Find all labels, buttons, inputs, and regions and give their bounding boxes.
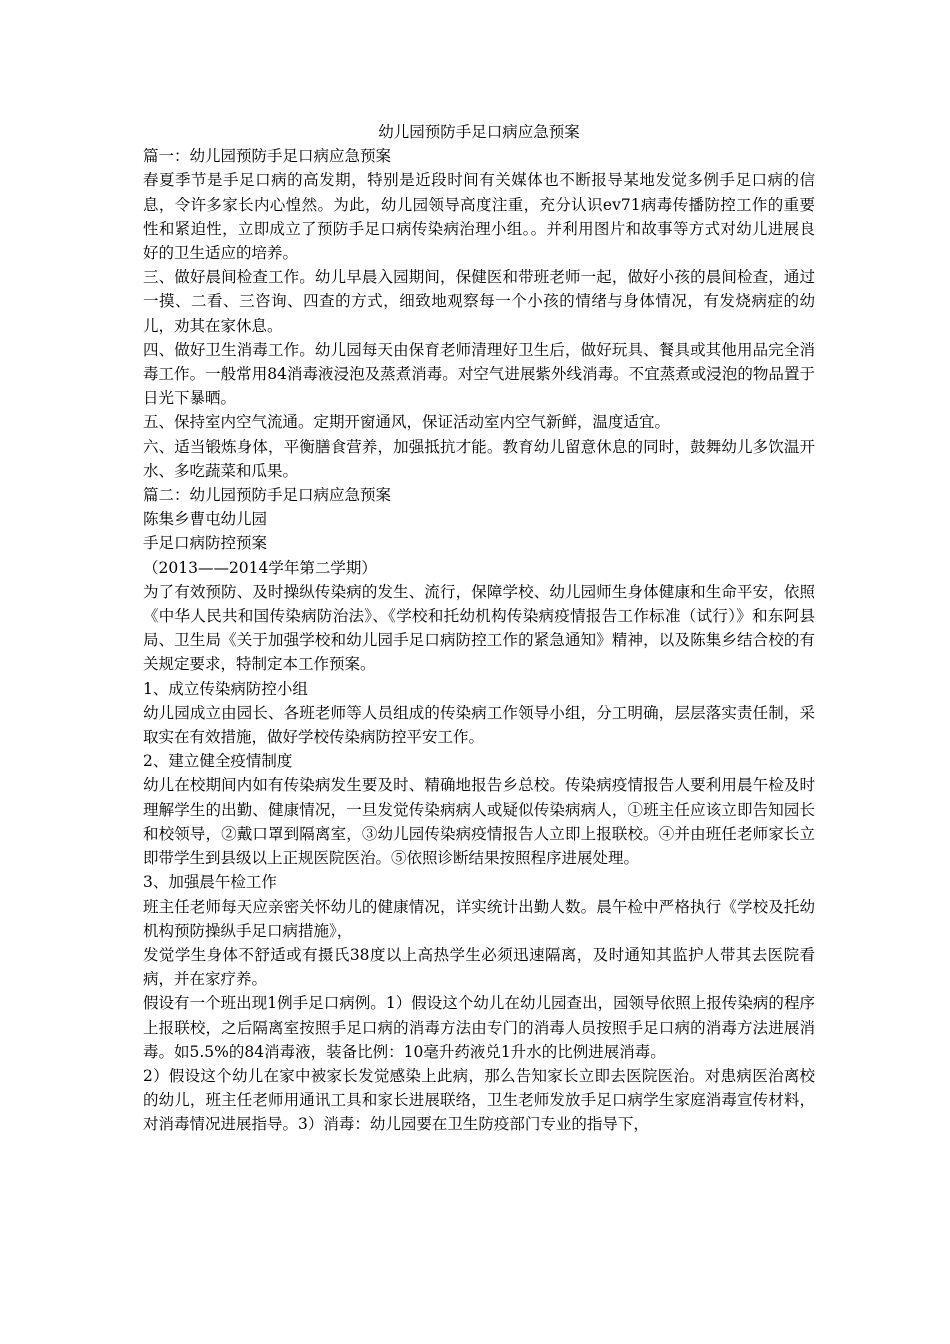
paragraph: 为了有效预防、及时操纵传染病的发生、流行，保障学校、幼儿园师生身体健康和生命平安，依照《中华人民共和国传染病防治法》、《学校和托幼机构传染病疫情报告工作标准（试行）》和东阿县局、卫生局《关于加强学校和幼儿园手足口病防控工作的紧急通知》精神，以及陈集乡结合校的有关规定要求，特制定本工作预案。 xyxy=(143,582,815,674)
paragraph: 六、适当锻炼身体，平衡膳食营养，加强抵抗才能。教育幼儿留意休息的同时，鼓舞幼儿多饮温开水、多吃蔬菜和瓜果。 xyxy=(143,437,815,480)
document-page xyxy=(143,120,815,1137)
paragraph: 2）假设这个幼儿在家中被家长发觉感染上此病，那么告知家长立即去医院医治。对患病医治离校的幼儿，班主任老师用通讯工具和家长进展联络，卫生老师发放手足口病学生家庭消毒宣传材料，对消毒情况进展指导。3）消毒：幼儿园要在卫生防疫部门专业的指导下， xyxy=(143,1066,815,1134)
paragraph: 发觉学生身体不舒适或有摄氏38度以上高热学生必须迅速隔离，及时通知其监护人带其去医院看病，并在家疗养。 xyxy=(143,945,815,989)
paragraph: 幼儿园成立由园长、各班老师等人员组成的传染病工作领导小组，分工明确，层层落实责任制，采取实在有效措施，做好学校传染病防控平安工作。 xyxy=(143,703,815,747)
subheading: 3、加强晨午检工作 xyxy=(143,873,277,892)
school-term: （2013——2014学年第二学期） xyxy=(143,558,377,577)
paragraph: 春夏季节是手足口病的高发期，特别是近段时间有关媒体也不断报导某地发觉多例手足口病的信息，令许多家长内心惶然。为此，幼儿园领导高度注重，充分认识ev71病毒传播防控工作的重要性和紧迫性，立即成立了预防手足口病传染病治理小组。。并利用图片和故事等方式对幼儿进展良好的卫生适应的培养。 xyxy=(143,171,815,263)
paragraph: 假设有一个班出现1例手足口病例。1）假设这个幼儿在幼儿园查出，园领导依照上报传染病的程序上报联校，之后隔离室按照手足口病的消毒方法由专门的消毒人员按照手足口病的消毒方法进展消毒。如5.5%的84消毒液，装备比例：10毫升药液兑1升水的比例进展消毒。 xyxy=(143,994,815,1061)
paragraph: 四、做好卫生消毒工作。幼儿园每天由保育老师清理好卫生后，做好玩具、餐具或其他用品完全消毒工作。一般常用84消毒液浸泡及蒸煮消毒。对空气进展紫外线消毒。不宜蒸煮或浸泡的物品置于日光下暴晒。 xyxy=(143,340,815,408)
paragraph: 三、做好晨间检查工作。幼儿早晨入园期间，保健医和带班老师一起，做好小孩的晨间检查，通过一摸、二看、三咨询、四查的方式，细致地观察每一个小孩的情绪与身体情况，有发烧病症的幼儿，劝其在家休息。 xyxy=(143,268,815,335)
document-title: 幼儿园预防手足口病应急预案 xyxy=(378,123,580,141)
subheading: 1、成立传染病防控小组 xyxy=(143,679,308,698)
subheading: 2、建立健全疫情制度 xyxy=(143,752,293,771)
plan-title: 手足口病防控预案 xyxy=(143,534,268,553)
paragraph: 篇一：幼儿园预防手足口病应急预案 xyxy=(143,147,392,166)
paragraph: 五、保持室内空气流通。定期开窗通风，保证活动室内空气新鲜，温度适宜。 xyxy=(143,413,671,432)
organization-name: 陈集乡曹屯幼儿园 xyxy=(143,510,268,529)
paragraph: 班主任老师每天应亲密关怀幼儿的健康情况，详实统计出勤人数。晨午检中严格执行《学校及托幼机构预防操纵手足口病措施》， xyxy=(143,897,815,940)
paragraph: 幼儿在校期间内如有传染病发生要及时、精确地报告乡总校。传染病疫情报告人要利用晨午检及时理解学生的出勤、健康情况，一旦发觉传染病病人或疑似传染病病人，①班主任应该立即告知园长和校领导，②戴口罩到隔离室，③幼儿园传染病疫情报告人立即上报联校。④并由班任老师家长立即带学生到县级以上正规医院医治。⑤依照诊断结果按照程序进展处理。 xyxy=(143,776,815,868)
section-heading: 篇二：幼儿园预防手足口病应急预案 xyxy=(143,486,392,505)
